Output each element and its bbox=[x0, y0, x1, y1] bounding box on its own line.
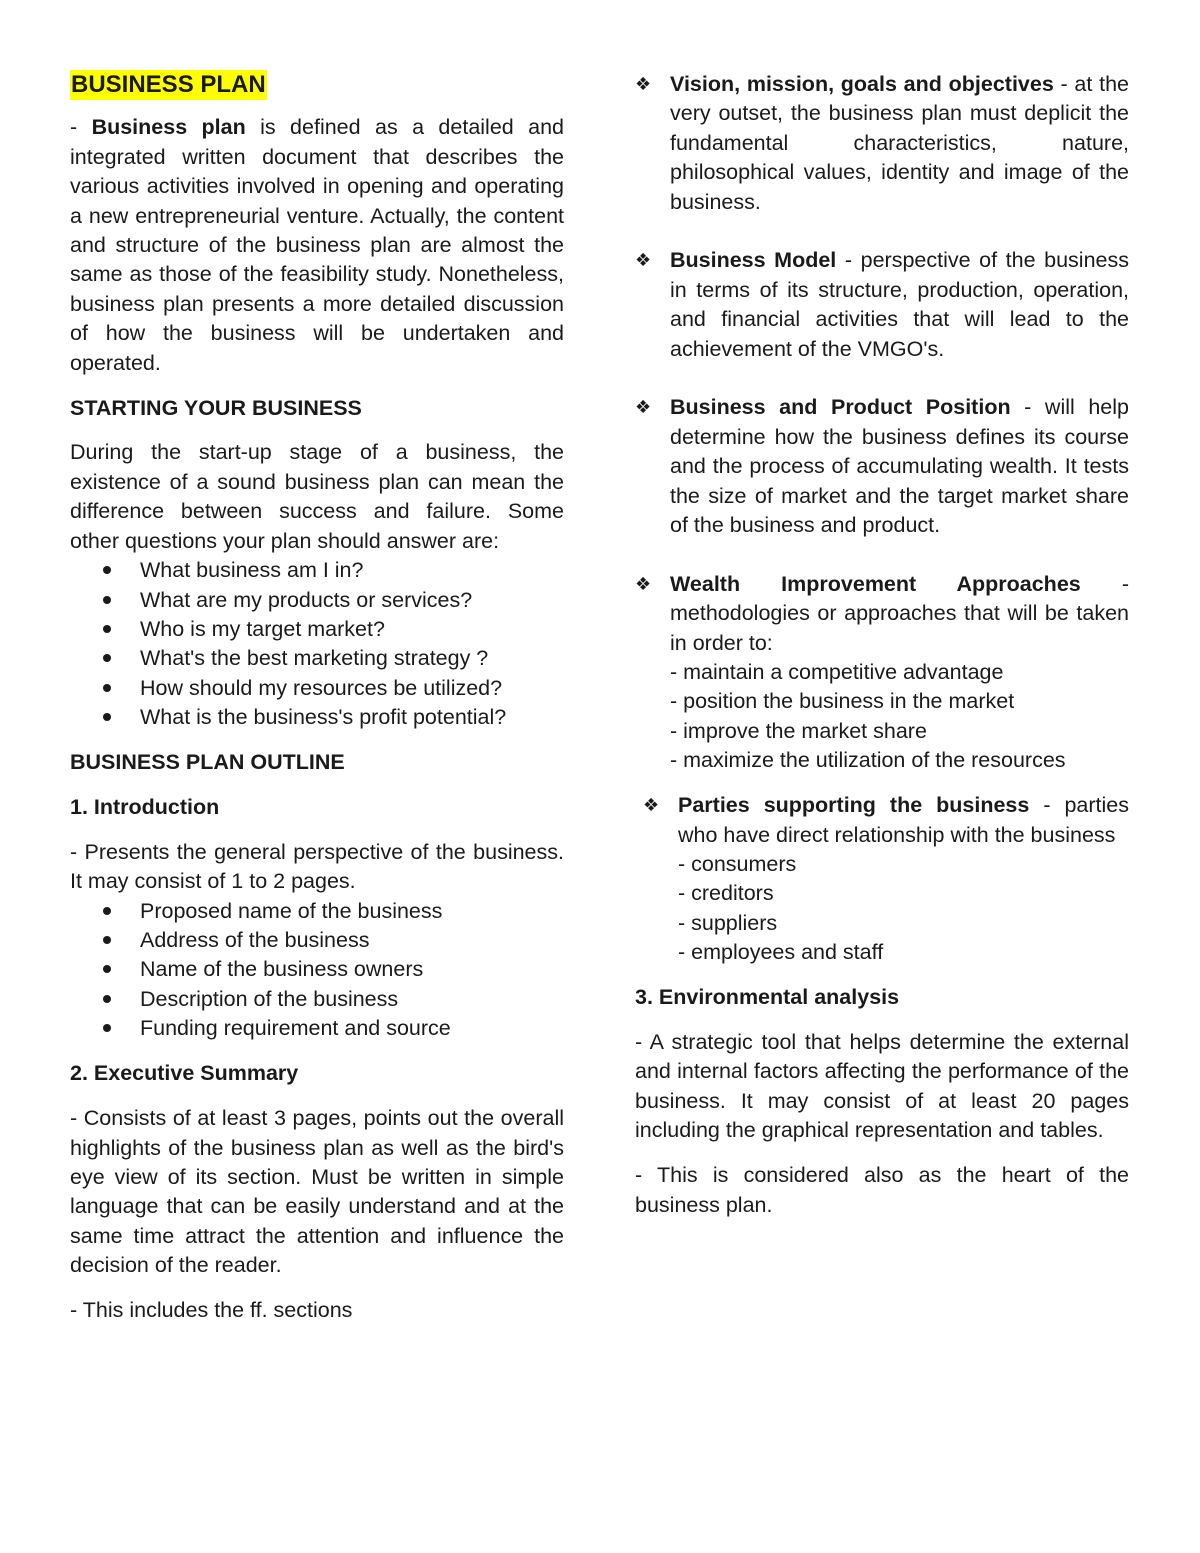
list-item: How should my resources be utilized? bbox=[70, 674, 564, 703]
intro-paragraph: - Business plan is defined as a detailed and integrated written document that describes the various activities involved in opening and operating a new entrepreneurial venture. Actually, the content and structure of the business plan are almost the same as those of the feasibility study. Nonetheless, business plan presents a more detailed discussion of how the business will be undertaken and operated. bbox=[70, 115, 564, 375]
section-product-position: ❖ Business and Product Position - will help determine how the business defines its course and the process of accumulating wealth. It tests the size of market and the target market share of the business and product. bbox=[635, 395, 1129, 538]
list-item: - position the business in the market bbox=[670, 689, 1015, 714]
bullet-dot-icon bbox=[103, 654, 111, 662]
introduction-paragraph: - Presents the general perspective of the business. It may consist of 1 to 2 pages. bbox=[70, 839, 564, 894]
list-item: - maximize the utilization of the resources bbox=[670, 748, 1066, 773]
introduction-list bbox=[70, 897, 564, 1044]
starting-paragraph: During the start-up stage of a business, the existence of a sound business plan can mean the difference between success and failure. Some other questions your plan should answer are: bbox=[70, 440, 564, 553]
section-parties: ❖ Parties supporting the business - parties who have direct relationship with the business - consumers - creditors - suppliers - employees and staff bbox=[635, 791, 1129, 967]
bullet-dot-icon bbox=[103, 1024, 111, 1032]
list-item: - consumers bbox=[678, 852, 797, 877]
intro-term: Business plan bbox=[91, 115, 246, 140]
right-column bbox=[635, 70, 1129, 1220]
list-item: Description of the business bbox=[70, 985, 564, 1014]
questions-list bbox=[70, 556, 564, 732]
bullet-dot-icon bbox=[103, 684, 111, 692]
list-item: Name of the business owners bbox=[70, 955, 564, 984]
section-business-model: ❖ Business Model - perspective of the business in terms of its structure, production, operation, and financial activities that will lead to the achievement of the VMGO's. bbox=[635, 248, 1129, 361]
executive-heading: 2. Executive Summary bbox=[70, 1061, 299, 1086]
document-title: BUSINESS PLAN bbox=[71, 71, 266, 98]
bullet-dot-icon bbox=[103, 995, 111, 1003]
list-item: Proposed name of the business bbox=[70, 897, 564, 926]
bullet-dot-icon bbox=[103, 625, 111, 633]
environmental-paragraph-1: - A strategic tool that helps determine the external and internal factors affecting the performance of the business. It may consist of at least 20 pages including the graphical representation and tables. bbox=[635, 1030, 1129, 1143]
four-diamond-icon: ❖ bbox=[635, 250, 652, 271]
starting-heading: STARTING YOUR BUSINESS bbox=[70, 395, 362, 420]
four-diamond-icon: ❖ bbox=[643, 795, 660, 816]
bullet-dot-icon bbox=[103, 907, 111, 915]
list-item: What business am I in? bbox=[70, 556, 564, 585]
section-vmgo: ❖ Vision, mission, goals and objectives - at the very outset, the business plan must deplicit the fundamental characteristics, nature, philosophical values, identity and image of the business. bbox=[635, 72, 1129, 214]
four-diamond-icon: ❖ bbox=[635, 397, 652, 418]
bullet-dot-icon bbox=[103, 936, 111, 944]
bullet-dot-icon bbox=[103, 965, 111, 973]
model-term: Business Model bbox=[670, 248, 837, 273]
list-item: Address of the business bbox=[70, 926, 564, 955]
parties-term: Parties supporting the business bbox=[678, 793, 1030, 818]
outline-heading: BUSINESS PLAN OUTLINE bbox=[70, 750, 345, 775]
list-item: - maintain a competitive advantage bbox=[670, 660, 1004, 685]
bullet-dot-icon bbox=[103, 713, 111, 721]
list-item: - suppliers bbox=[678, 910, 778, 935]
environmental-heading: 3. Environmental analysis bbox=[635, 985, 900, 1010]
wealth-term: Wealth Improvement Approaches bbox=[670, 571, 1081, 596]
position-term: Business and Product Position bbox=[670, 395, 1011, 420]
four-diamond-icon: ❖ bbox=[635, 74, 652, 94]
vmgo-term: Vision, mission, goals and objectives bbox=[670, 72, 1054, 96]
executive-note: - This includes the ff. sections bbox=[70, 1298, 353, 1323]
environmental-paragraph-2: - This is considered also as the heart of the business plan. bbox=[635, 1163, 1129, 1217]
list-item: - creditors bbox=[678, 881, 774, 906]
list-item: What is the business's profit potential? bbox=[70, 703, 564, 732]
bullet-dot-icon bbox=[103, 566, 111, 574]
list-item: What are my products or services? bbox=[70, 586, 564, 615]
left-column bbox=[70, 70, 564, 1325]
executive-paragraph: - Consists of at least 3 pages, points out the overall highlights of the business plan as well as the bird's eye view of its section. Must be written in simple language that can be easily understand and at the same time attract the attention and influence the decision of the reader. bbox=[70, 1106, 564, 1278]
list-item: - improve the market share bbox=[670, 718, 927, 743]
list-item: - employees and staff bbox=[678, 940, 884, 965]
list-item: Who is my target market? bbox=[70, 615, 564, 644]
four-diamond-icon: ❖ bbox=[635, 573, 652, 594]
section-wealth-improvement: ❖ Wealth Improvement Approaches - methodologies or approaches that will be taken in order to: - maintain a competitive advantage - position the business in the market - improve the market share - maximize the utilization of the resources bbox=[635, 570, 1129, 776]
bullet-dot-icon bbox=[103, 596, 111, 604]
list-item: Funding requirement and source bbox=[70, 1014, 564, 1043]
list-item: What's the best marketing strategy ? bbox=[70, 644, 564, 673]
introduction-heading: 1. Introduction bbox=[70, 794, 220, 819]
